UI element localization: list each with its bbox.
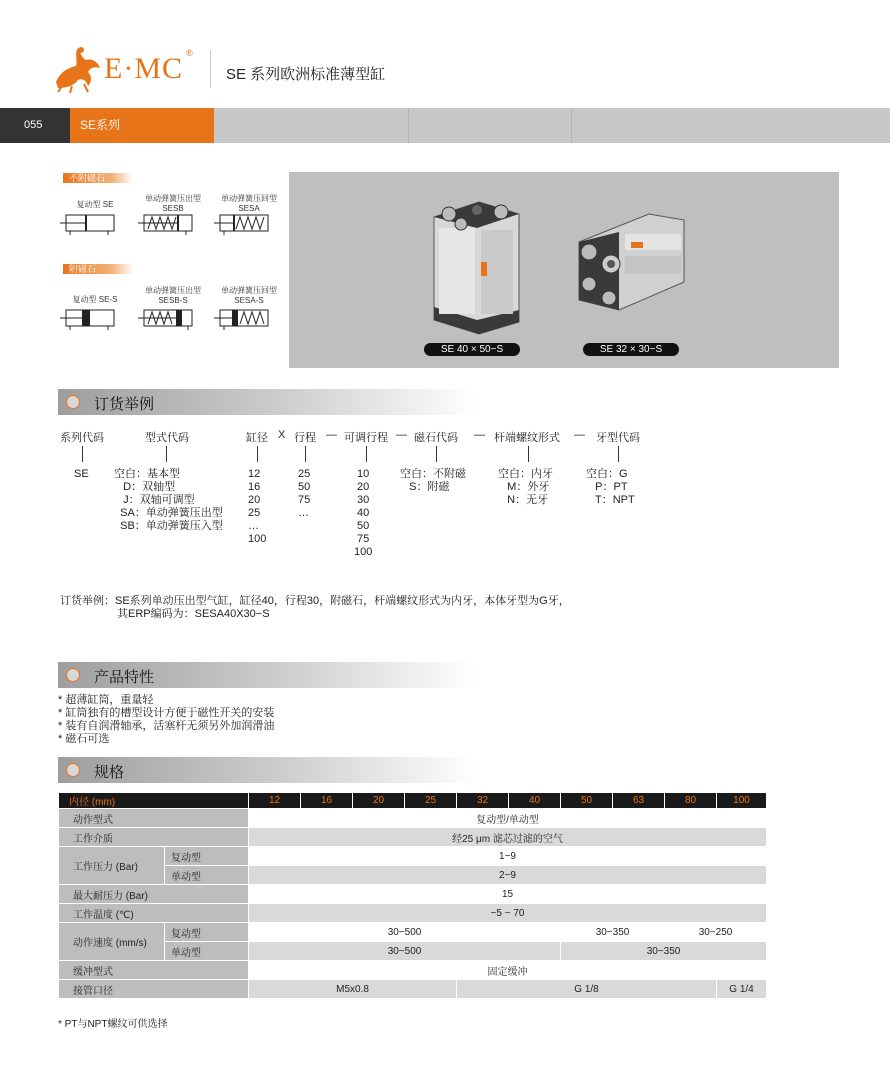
speed-double-value: 30−350 — [561, 923, 665, 942]
order-header-port: 牙型代码 — [596, 432, 640, 444]
order-tick — [436, 446, 437, 462]
spring-extend-symbol-icon — [138, 213, 198, 235]
page-title: SE 系列欧洲标准薄型缸 — [226, 66, 386, 83]
symbol-label-se-s: 复动型 SE-S — [72, 295, 118, 304]
order-rod-values: 空白：内牙 M：外牙 N：无牙 — [498, 468, 553, 506]
order-port-values: 空白：G P：PT T：NPT — [586, 468, 635, 506]
bore-value: 40 — [509, 793, 561, 809]
speed-single-value: 30−500 — [249, 942, 561, 961]
order-header-series: 系列代码 — [60, 432, 104, 444]
order-header-dash: — — [474, 429, 485, 441]
order-type-values: 空白：基本型 D：双轴型 J：双轴可调型 SA：单动弹簧压出型 SB：单动弹簧压入型 — [114, 468, 223, 532]
header-divider — [210, 50, 211, 88]
feature-item: * 缸筒独有的槽型设计方便于磁性开关的安装 — [58, 707, 275, 719]
order-header-stroke: 行程 — [294, 432, 316, 444]
medium-value: 经25 μm 滤芯过滤的空气 — [249, 828, 767, 847]
spec-row-medium — [59, 828, 767, 847]
section-title: 产品特性 — [94, 669, 155, 686]
cushion-label: 缓冲型式 — [59, 961, 249, 980]
port-label: 接管口径 — [59, 980, 249, 999]
spring-extend-magnet-symbol-icon — [138, 308, 198, 330]
product-photo-panel — [289, 172, 839, 368]
order-tick — [366, 446, 367, 462]
port-value: G 1/4 — [717, 980, 767, 999]
spec-header-row — [59, 793, 767, 809]
symbol-label-sesa: 单动弹簧压回型 SESA — [221, 194, 277, 213]
bore-value: 63 — [613, 793, 665, 809]
section-bullet-icon — [66, 668, 80, 682]
bore-value: 100 — [717, 793, 767, 809]
order-header-magnet: 磁石代码 — [414, 432, 458, 444]
section-bullet-icon — [66, 395, 80, 409]
cylinder-photos-icon — [289, 172, 839, 368]
pressure-single-label: 单动型 — [165, 866, 249, 885]
pressure-double-value: 1−9 — [249, 847, 767, 866]
order-header-adjustable-stroke: 可调行程 — [344, 432, 388, 444]
action-label: 动作型式 — [59, 809, 249, 828]
speed-single-value: 30−350 — [561, 942, 767, 961]
cushion-value: 固定缓冲 — [249, 961, 767, 980]
section-title: 规格 — [94, 764, 125, 781]
speed-double-value: 30−250 — [665, 923, 767, 942]
temperature-label: 工作温度 (℃) — [59, 904, 249, 923]
pressure-label: 工作压力 (Bar) — [59, 847, 165, 885]
order-example-line-1: 订货举例：SE系列单动压出型气缸，缸径40，行程30，附磁石，杆端螺纹形式为内牙，本体牙型为G牙， — [60, 595, 570, 607]
feature-item: * 超薄缸筒，重量轻 — [58, 694, 154, 706]
double-acting-symbol-icon — [60, 213, 120, 235]
order-tick — [82, 446, 83, 462]
spec-row-cushion — [59, 961, 767, 980]
speed-double-value: 30−500 — [249, 923, 561, 942]
spec-footnote: * PT与NPT螺纹可供选择 — [58, 1019, 168, 1030]
order-header-type: 型式代码 — [145, 432, 189, 444]
spec-row-action — [59, 809, 767, 828]
order-stroke-values: 25 50 75 … — [298, 468, 311, 519]
bore-value: 80 — [665, 793, 717, 809]
order-header-bore: 缸径 — [246, 432, 268, 444]
symbol-label-sesb: 单动弹簧压出型 SESB — [145, 194, 201, 213]
photo-caption-right: SE 32 × 30−S — [583, 343, 679, 356]
order-magnet-values: 空白：不附磁 S：附磁 — [400, 468, 466, 493]
order-bore-values: 12 16 20 25 … 100 — [248, 468, 267, 545]
symbol-label-sesa-s: 单动弹簧压回型 SESA-S — [221, 286, 277, 305]
section-bullet-icon — [66, 763, 80, 777]
spec-row-speed-double — [59, 923, 767, 942]
band-separator — [408, 108, 409, 143]
order-header-dash: — — [574, 429, 585, 441]
section-heading-ordering — [58, 389, 478, 415]
order-series-value: SE — [74, 468, 89, 480]
order-tick — [618, 446, 619, 462]
speed-label: 动作速度 (mm/s) — [59, 923, 165, 961]
photo-caption-left: SE 40 × 50−S — [424, 343, 520, 356]
spec-row-pressure-single — [59, 866, 767, 885]
proof-value: 15 — [249, 885, 767, 904]
spec-row-pressure-double — [59, 847, 767, 866]
bore-value: 20 — [353, 793, 405, 809]
band-separator — [571, 108, 572, 143]
feature-item: * 磁石可选 — [58, 733, 110, 745]
tag-magnet: 附磁石 — [63, 264, 133, 274]
order-header-x: X — [278, 429, 286, 441]
spec-row-temperature — [59, 904, 767, 923]
port-value: G 1/8 — [457, 980, 717, 999]
order-header-rod-thread: 杆端螺纹形式 — [494, 432, 560, 444]
section-title: 订货举例 — [94, 396, 155, 413]
spec-table — [58, 792, 767, 999]
bore-value: 50 — [561, 793, 613, 809]
series-label: SE系列 — [70, 108, 214, 143]
horse-rider-logo-icon — [48, 42, 108, 94]
spec-row-speed-single — [59, 942, 767, 961]
order-tick — [528, 446, 529, 462]
bore-label: 内径 (mm) — [59, 793, 249, 809]
double-acting-magnet-symbol-icon — [60, 308, 120, 330]
logo-text: E·MC — [104, 52, 183, 85]
spring-return-symbol-icon — [214, 213, 274, 235]
bore-value: 25 — [405, 793, 457, 809]
tag-no-magnet: 不附磁石 — [63, 173, 133, 183]
feature-item: * 装有自润滑轴承，活塞杆无须另外加润滑油 — [58, 720, 275, 732]
order-tick — [166, 446, 167, 462]
medium-label: 工作介质 — [59, 828, 249, 847]
spec-row-proof — [59, 885, 767, 904]
spec-row-port — [59, 980, 767, 999]
order-example-line-2: 其ERP编码为：SESA40X30−S — [117, 608, 270, 620]
port-value: M5x0.8 — [249, 980, 457, 999]
page-number: 055 — [0, 108, 70, 143]
spring-return-magnet-symbol-icon — [214, 308, 274, 330]
pressure-double-label: 复动型 — [165, 847, 249, 866]
order-tick — [305, 446, 306, 462]
bore-value: 32 — [457, 793, 509, 809]
action-value: 复动型/单动型 — [249, 809, 767, 828]
bore-value: 12 — [249, 793, 301, 809]
speed-double-label: 复动型 — [165, 923, 249, 942]
order-header-dash: — — [396, 429, 407, 441]
registered-mark: ® — [186, 48, 193, 58]
symbol-label-se: 复动型 SE — [76, 200, 114, 209]
order-tick — [257, 446, 258, 462]
temperature-value: −5 ~ 70 — [249, 904, 767, 923]
symbol-label-sesb-s: 单动弹簧压出型 SESB-S — [145, 286, 201, 305]
bore-value: 16 — [301, 793, 353, 809]
proof-label: 最大耐压力 (Bar) — [59, 885, 249, 904]
pressure-single-value: 2−9 — [249, 866, 767, 885]
section-heading-features — [58, 662, 478, 688]
speed-single-label: 单动型 — [165, 942, 249, 961]
order-header-dash: — — [326, 429, 337, 441]
order-adjustable-values: 10 20 30 40 50 75 100 — [354, 468, 373, 558]
section-heading-spec — [58, 757, 478, 783]
